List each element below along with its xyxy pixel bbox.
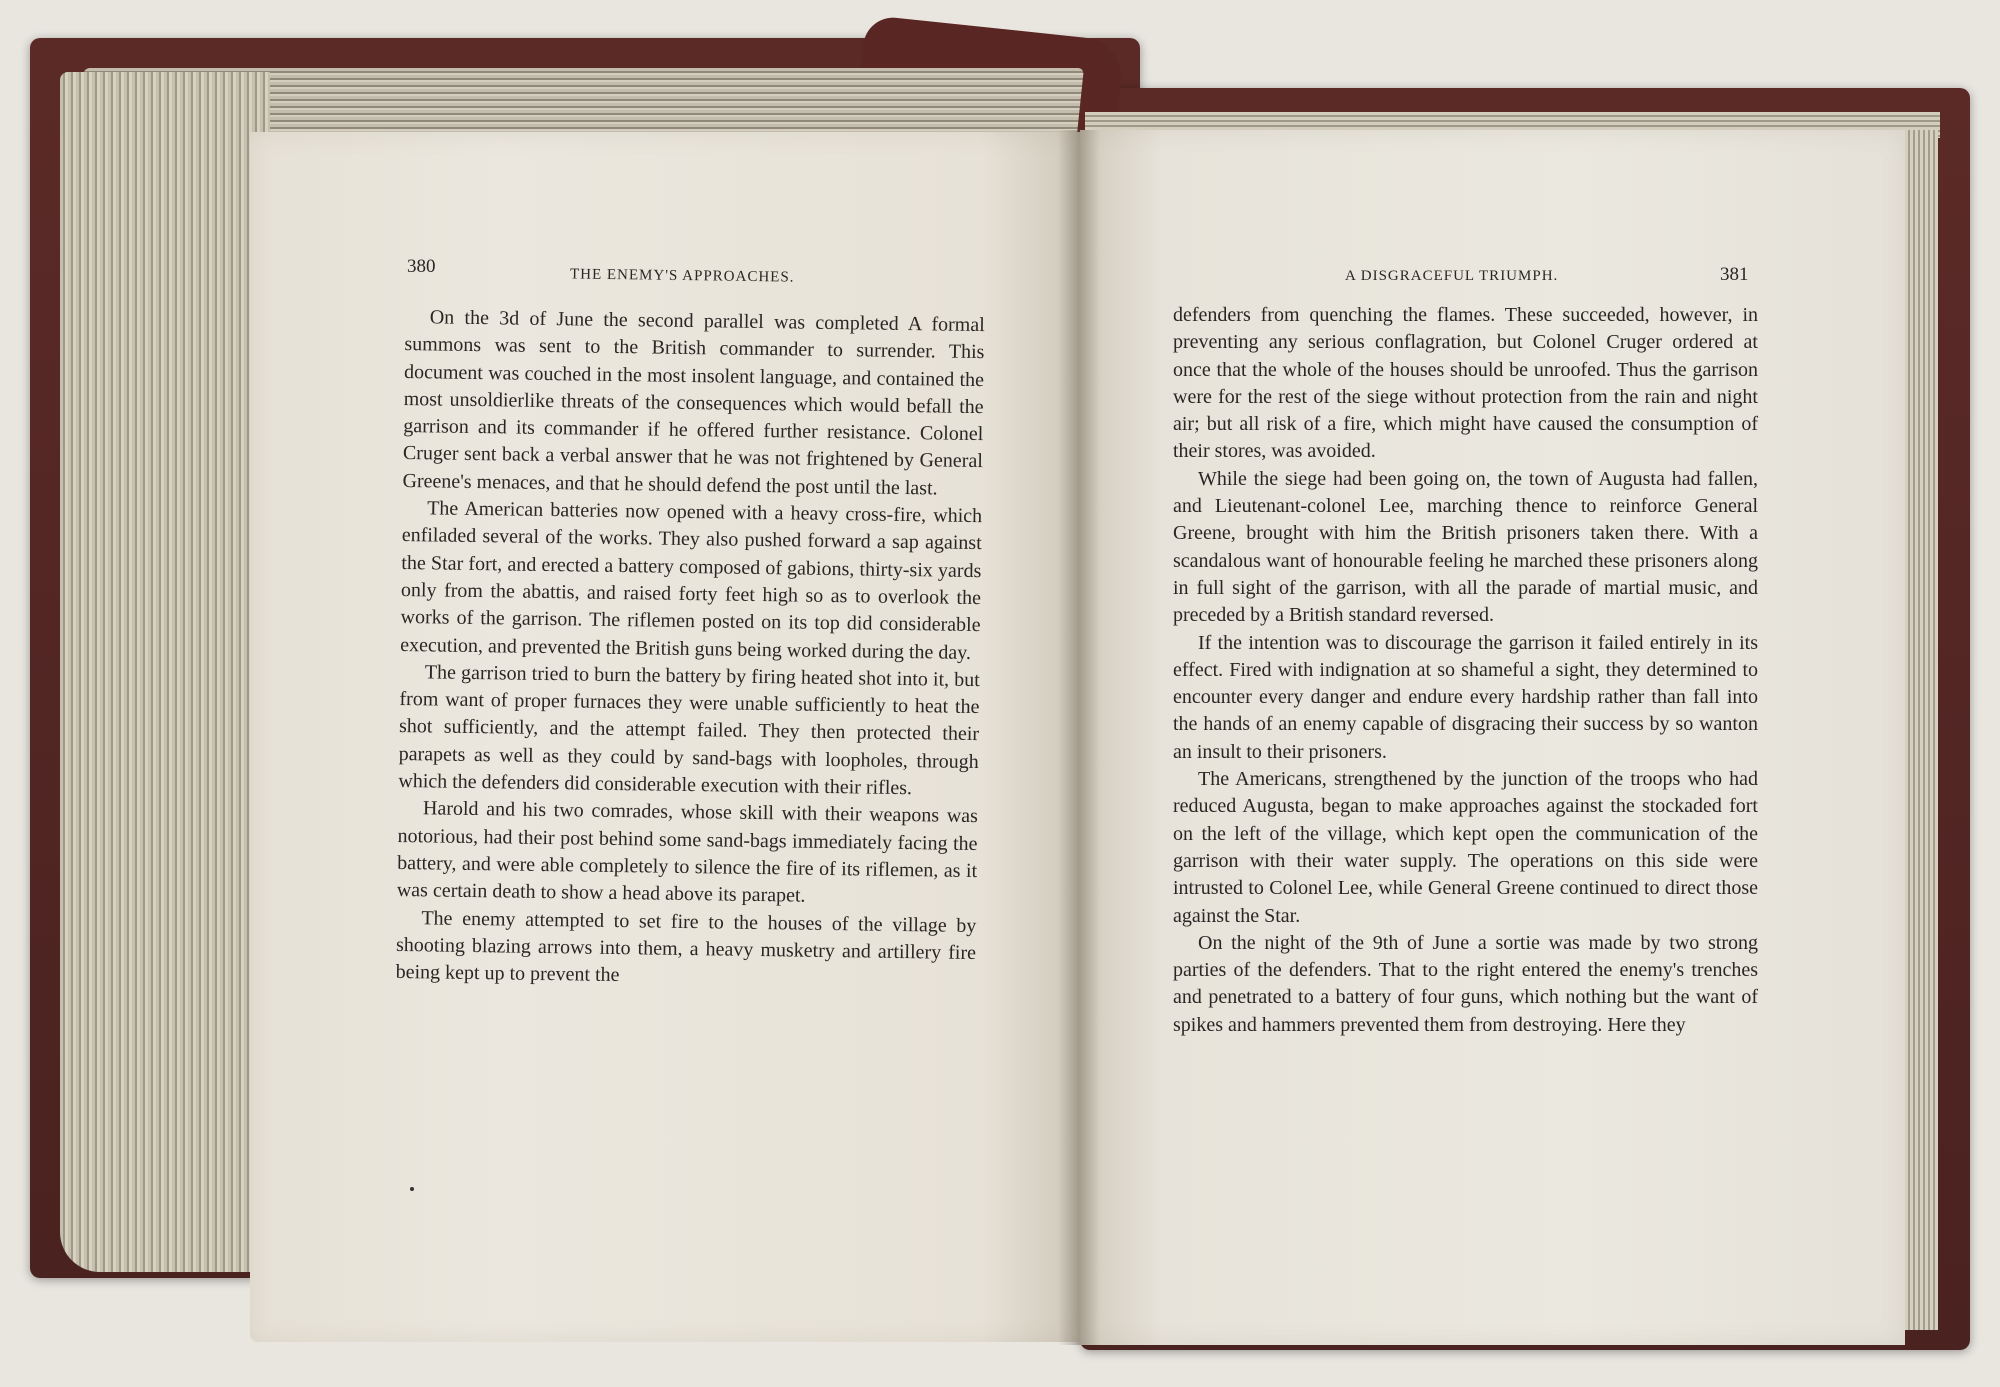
paragraph: The garrison tried to burn the battery by firing heated shot into it, but from want of proper furnaces they were unable sufficiently to heat the shot sufficiently, and the attempt failed. They then protected their parapets as well as they could by sand-bags with loopholes, through which the defenders did considerable execution with their rifles. (398, 661, 980, 800)
page-edges-left (60, 72, 270, 1272)
page-number: 381 (1720, 264, 1749, 285)
right-page (1080, 130, 1905, 1345)
page-body (1173, 302, 1758, 1039)
ink-speck (410, 1187, 414, 1191)
left-page (250, 132, 1080, 1342)
running-head: THE ENEMY'S APPROACHES. (569, 266, 795, 286)
running-head: A DISGRACEFUL TRIUMPH. (1345, 268, 1559, 284)
paragraph: While the siege had been going on, the town of Augusta had fallen, and Lieutenant-colonel Lee, marching thence to reinforce General Greene, brought with him the British prisoners taken there. With a scandalous want of honourable feeling he marched these prisoners along in full sight of the garrison, with all the parade of martial music, and preceded by a British standard reversed. (1173, 467, 1758, 627)
paragraph: On the 3d of June the second parallel was completed A formal summons was sent to the British commander to surrender. This document was couched in the most insolent language, and contained the most unsoldierlike threats of the consequences which would befall the garrison and its commander if he offered further resistance. Colonel Cruger sent back a verbal answer that he was not frightened by General Greene's menaces, and that he should defend the post until the last. (402, 306, 985, 500)
paragraph: The enemy attempted to set fire to the houses of the village by shooting blazing arrows into them, a heavy musketry and artillery fire being kept up to prevent the (395, 906, 977, 987)
page-edges-right (1900, 130, 1938, 1330)
paragraph: The Americans, strengthened by the junction of the troops who had reduced Augusta, began to make approaches against the stockaded fort on the left of the village, which kept open the communication of the garrison with their water supply. The operations on this side were intrusted to Colonel Lee, while General Greene continued to direct those against the Star. (1173, 768, 1758, 927)
book-gutter (1058, 130, 1100, 1345)
page-number: 380 (407, 256, 436, 277)
paragraph: The American batteries now opened with a heavy cross-fire, which enfiladed several of the works. They also pushed forward a sap against the Star fort, and erected a battery composed of gabions, thirty-six yards only from the abattis, and raised forty feet high so as to overlook the works of the garrison. The riflemen posted on its top did considerable execution, and prevented the British guns being worked during the day. (400, 497, 983, 664)
paragraph: On the night of the 9th of June a sortie was made by two strong parties of the defenders. That to the right entered the enemy's trenches and penetrated to a battery of four guns, which nothing but the want of spikes and hammers prevented them from destroying. Here they (1173, 931, 1758, 1036)
paragraph: defenders from quenching the flames. These succeeded, however, in preventing any serious conflagration, but Colonel Cruger ordered at once that the whole of the houses should be unroofed. Thus the garrison were for the rest of the siege without protection from the rain and night air; but all risk of a fire, which might have caused the consumption of their stores, was avoided. (1173, 304, 1758, 463)
paragraph: Harold and his two comrades, whose skill with their weapons was notorious, had their post behind some sand-bags immediately facing the battery, and were able completely to silence the fire of its riflemen, as it was certain death to show a head above its parapet. (396, 797, 979, 907)
page-body (395, 304, 984, 994)
paragraph: If the intention was to discourage the garrison it failed entirely in its effect. Fired with indignation at so shameful a sight, they determined to encounter every danger and endure every hardship rather than fall into the hands of an enemy capable of disgracing their success by so wanton an insult to their prisoners. (1173, 631, 1758, 763)
